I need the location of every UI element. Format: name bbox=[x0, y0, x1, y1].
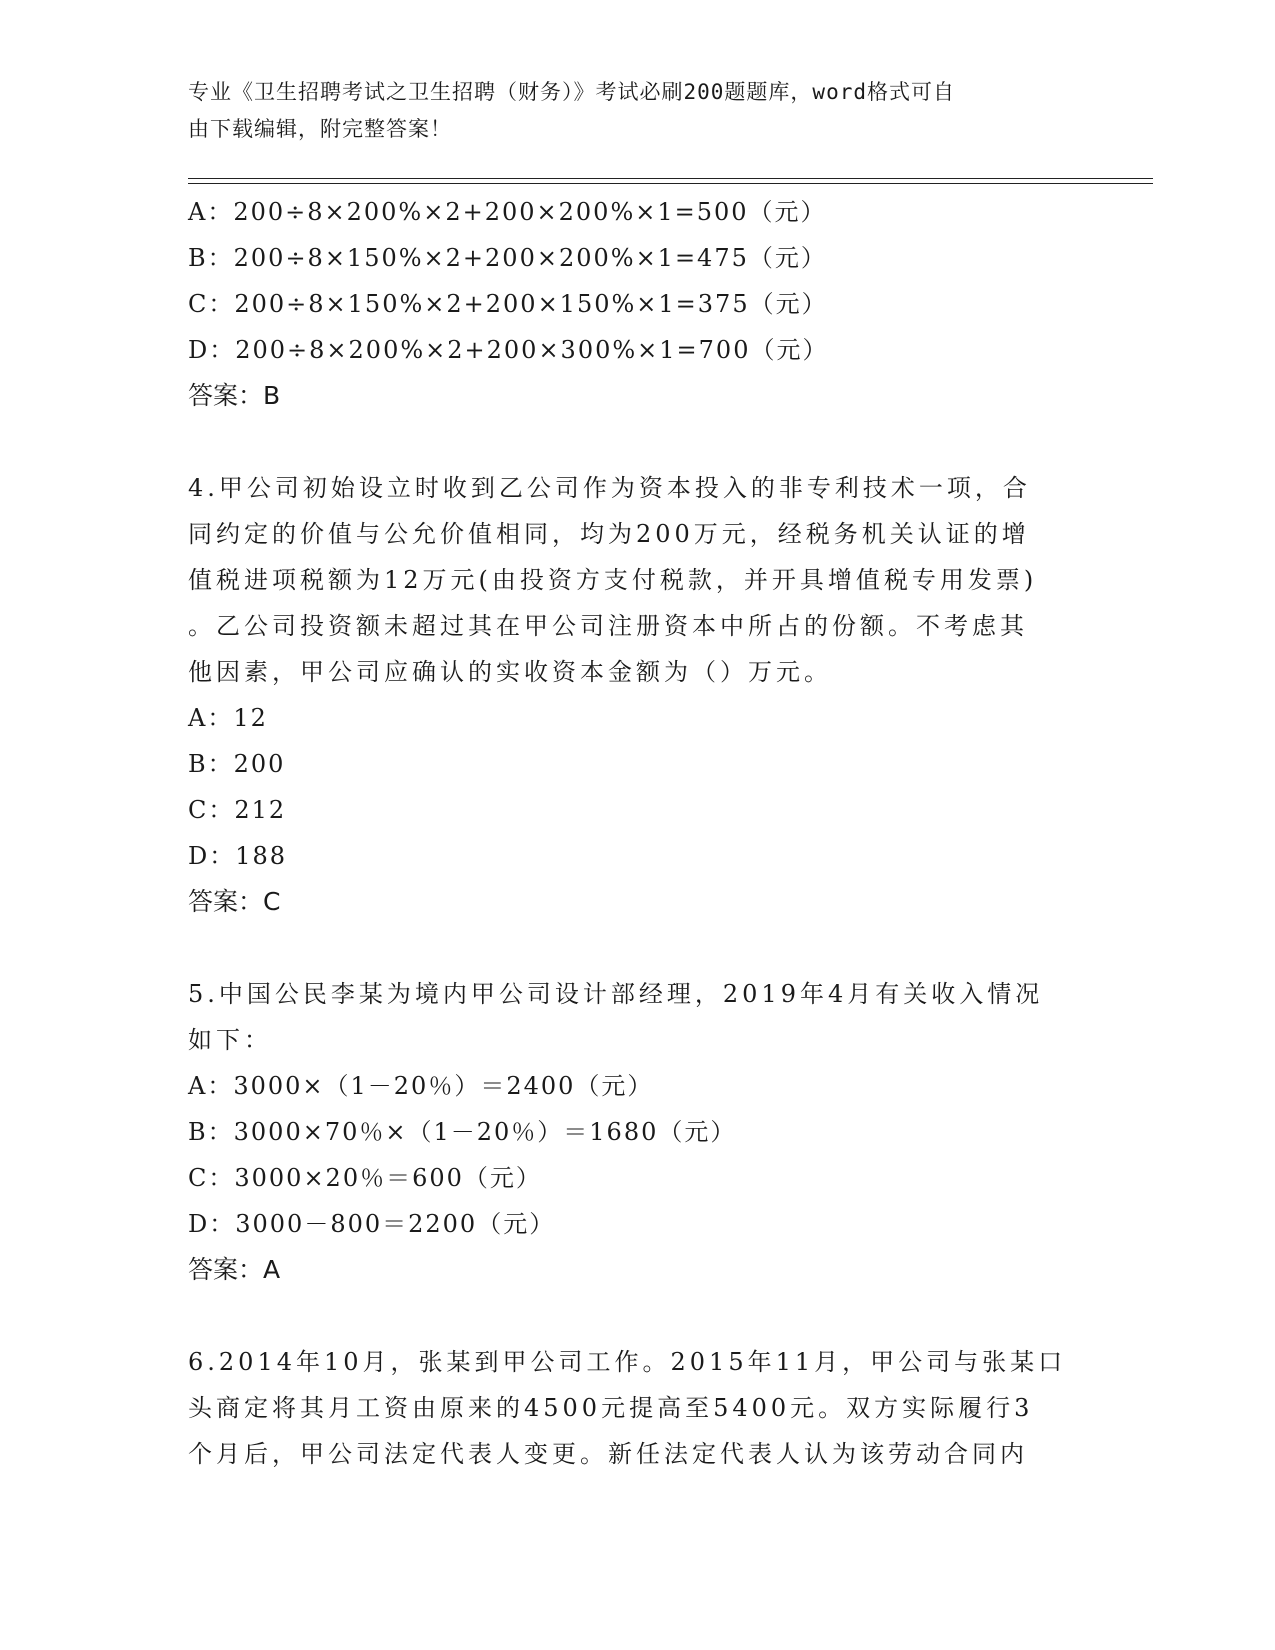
question-text-line: 个月后，甲公司法定代表人变更。新任法定代表人认为该劳动合同内 bbox=[188, 1440, 1028, 1468]
option-a: A：200÷8×200%×2+200×200%×1=500（元） bbox=[188, 198, 827, 226]
question-6 bbox=[188, 1339, 1088, 1477]
spacer bbox=[188, 1293, 1088, 1339]
question-list bbox=[188, 189, 1088, 1477]
option-d: D：188 bbox=[188, 842, 288, 870]
option-b: B：200÷8×150%×2+200×200%×1=475（元） bbox=[188, 244, 827, 272]
question-text-line: 头商定将其月工资由原来的4500元提高至5400元。双方实际履行3 bbox=[188, 1394, 1034, 1422]
option-c: C：212 bbox=[188, 796, 287, 824]
header-title-line-1: 专业《卫生招聘考试之卫生招聘（财务）》考试必刷200题题库，word格式可自 bbox=[188, 80, 955, 104]
spacer bbox=[188, 925, 1088, 971]
question-text-line: 。乙公司投资额未超过其在甲公司注册资本中所占的份额。不考虑其 bbox=[188, 612, 1028, 640]
option-c: C：3000×20％＝600（元） bbox=[188, 1164, 542, 1192]
spacer bbox=[188, 419, 1088, 465]
question-text-line: 4.甲公司初始设立时收到乙公司作为资本投入的非专利技术一项，合 bbox=[188, 474, 1031, 502]
question-text-line: 他因素，甲公司应确认的实收资本金额为（）万元。 bbox=[188, 658, 832, 686]
option-c: C：200÷8×150%×2+200×150%×1=375（元） bbox=[188, 290, 828, 318]
header-divider-top bbox=[188, 178, 1153, 179]
question-text-line: 5.中国公民李某为境内甲公司设计部经理，2019年4月有关收入情况 bbox=[188, 980, 1044, 1008]
question-text-line: 6.2014年10月，张某到甲公司工作。2015年11月，甲公司与张某口 bbox=[188, 1348, 1067, 1376]
question-4 bbox=[188, 465, 1088, 925]
question-text-line: 值税进项税额为12万元(由投资方支付税款，并开具增值税专用发票) bbox=[188, 566, 1038, 594]
question-5 bbox=[188, 971, 1088, 1293]
option-d: D：200÷8×200%×2+200×300%×1=700（元） bbox=[188, 336, 829, 364]
question-text bbox=[188, 1339, 1068, 1477]
header-divider-bottom bbox=[188, 183, 1153, 184]
question-3 bbox=[188, 189, 1088, 419]
header-title-line-2: 由下载编辑，附完整答案！ bbox=[188, 117, 452, 141]
answer-label: 答案：C bbox=[188, 887, 281, 916]
question-text bbox=[188, 971, 1068, 1063]
option-b: B：3000×70％×（1－20％）＝1680（元） bbox=[188, 1118, 737, 1146]
answer-label: 答案：B bbox=[188, 381, 281, 410]
option-d: D：3000－800＝2200（元） bbox=[188, 1210, 556, 1238]
option-a: A：3000×（1－20％）＝2400（元） bbox=[188, 1072, 654, 1100]
question-text bbox=[188, 465, 1068, 695]
option-a: A：12 bbox=[188, 704, 268, 732]
document-header bbox=[188, 74, 1088, 148]
question-text-line: 如下： bbox=[188, 1026, 272, 1054]
answer-label: 答案：A bbox=[188, 1255, 281, 1284]
question-text-line: 同约定的价值与公允价值相同，均为200万元，经税务机关认证的增 bbox=[188, 520, 1030, 548]
option-b: B：200 bbox=[188, 750, 286, 778]
